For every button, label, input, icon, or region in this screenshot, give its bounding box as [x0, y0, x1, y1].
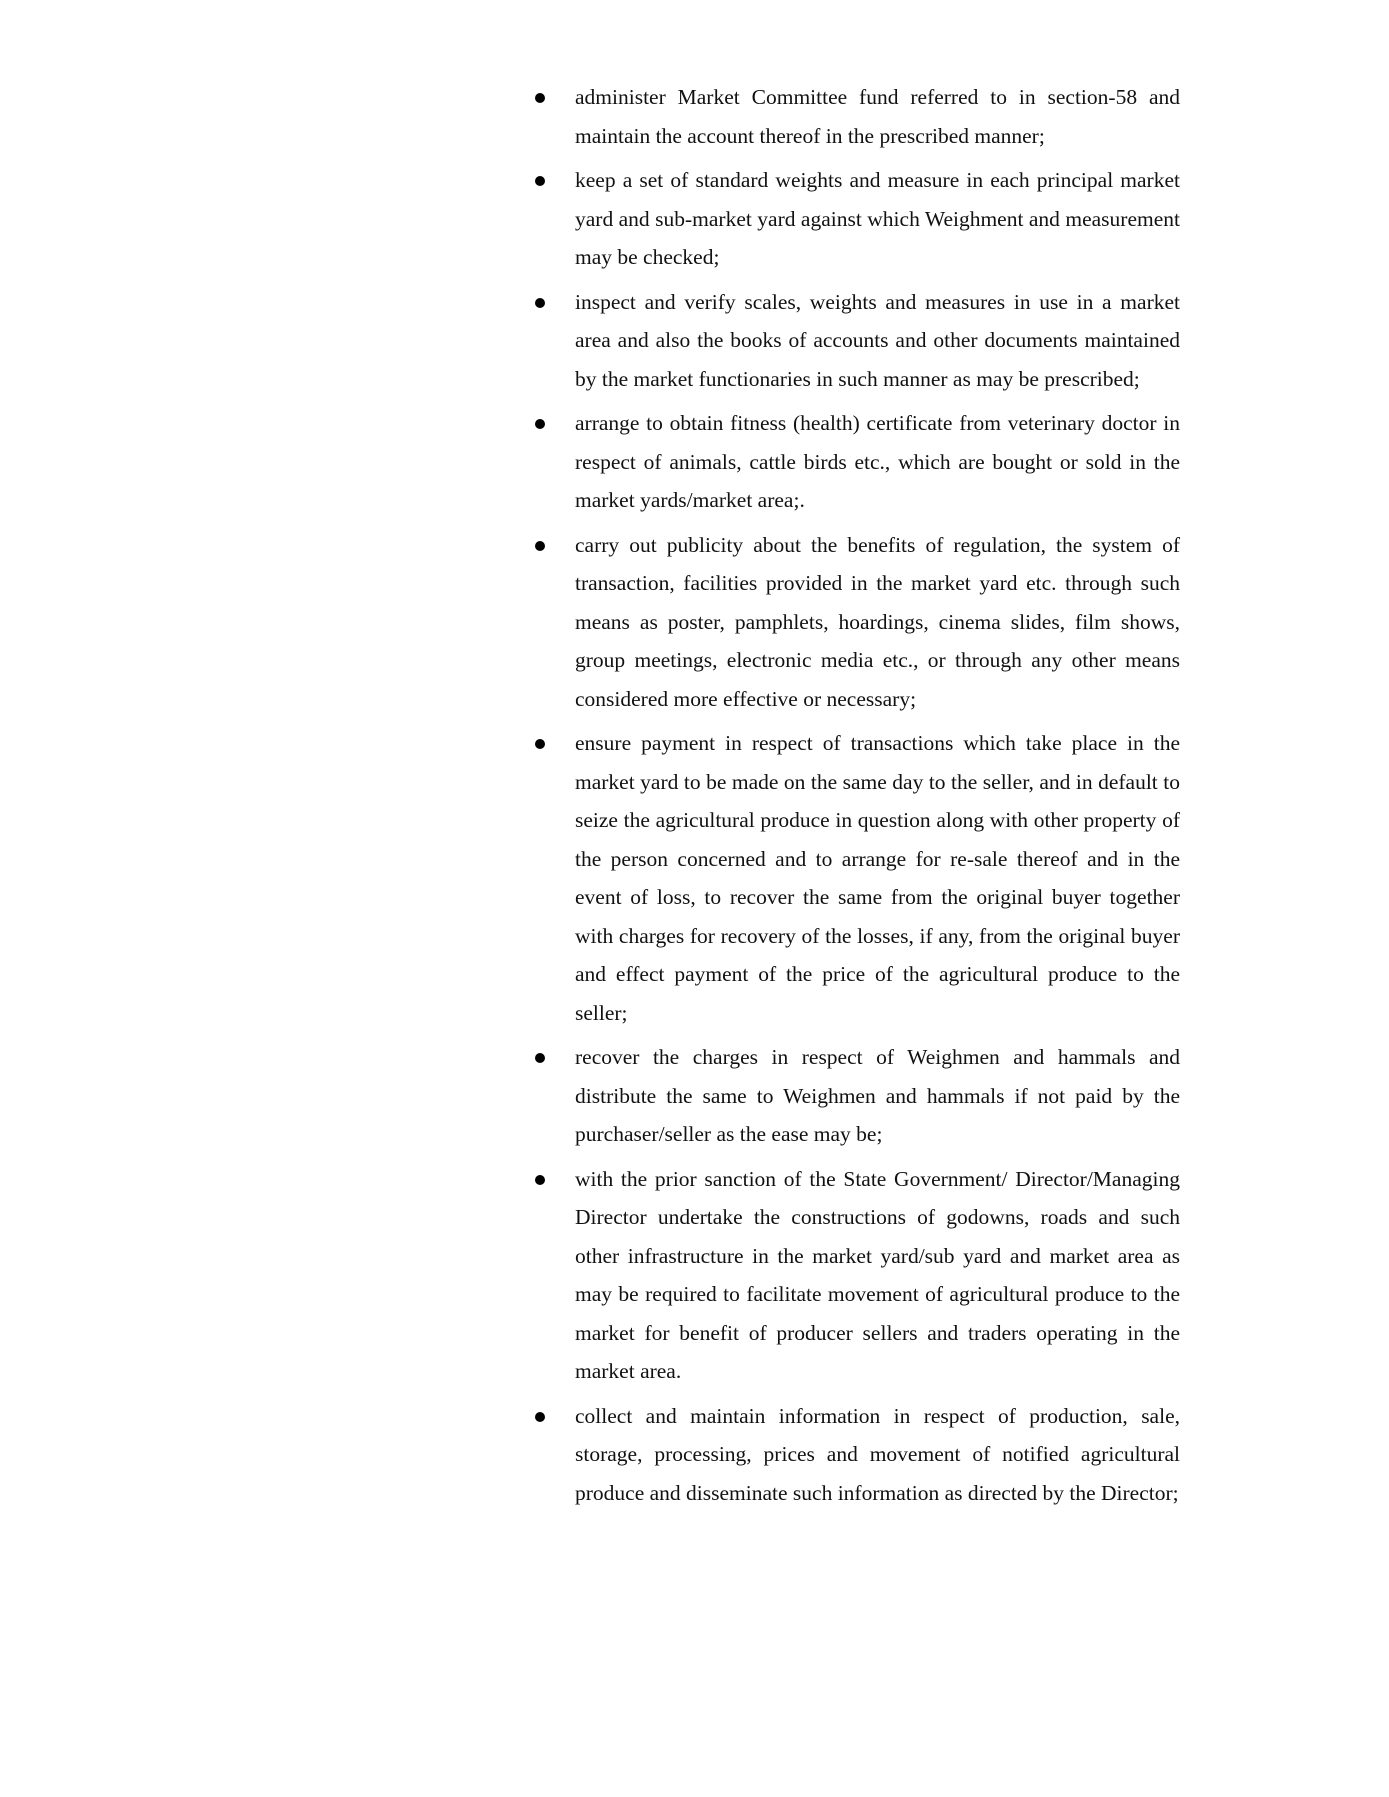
list-item-text: ensure payment in respect of transactions which take place in the market yard to be made on the same day to the seller, and in default to seize the agricultural produce in question along with other property of the person concerned and to arrange for re-sale thereof and in the event of loss, to recover the same from the original buyer together with charges for recovery of the losses, if any, from the original buyer and effect payment of the price of the agricultural produce to the seller;: [575, 731, 1180, 1025]
list-item: [535, 1038, 1180, 1154]
list-item-text: recover the charges in respect of Weighmen and hammals and distribute the same to Weighmen and hammals if not paid by the purchaser/seller as the ease may be;: [575, 1045, 1180, 1146]
list-item-text: arrange to obtain fitness (health) certificate from veterinary doctor in respect of animals, cattle birds etc., which are bought or sold in the market yards/market area;.: [575, 411, 1180, 512]
list-item: [535, 1397, 1180, 1513]
bullet-list: [535, 78, 1180, 1518]
list-item: [535, 283, 1180, 399]
list-item: [535, 161, 1180, 277]
list-item-text: with the prior sanction of the State Government/ Director/Managing Director undertake the constructions of godowns, roads and such other infrastructure in the market yard/sub yard and market area as may be required to facilitate movement of agricultural produce to the market for benefit of producer sellers and traders operating in the market area.: [575, 1166, 1180, 1383]
bullet-icon: [535, 419, 545, 429]
bullet-icon: [535, 1412, 545, 1422]
bullet-icon: [535, 1053, 545, 1063]
list-item: [535, 78, 1180, 155]
list-item-text: keep a set of standard weights and measure in each principal market yard and sub-market yard against which Weighment and measurement may be checked;: [575, 168, 1180, 269]
bullet-icon: [535, 298, 545, 308]
bullet-icon: [535, 739, 545, 749]
list-item-text: administer Market Committee fund referred to in section-58 and maintain the account thereof in the prescribed manner;: [575, 85, 1180, 148]
list-item: [535, 526, 1180, 719]
list-item-text: inspect and verify scales, weights and measures in use in a market area and also the books of accounts and other documents maintained by the market functionaries in such manner as may be prescribed;: [575, 289, 1180, 391]
list-item: [535, 724, 1180, 1032]
list-item: [535, 1160, 1180, 1391]
bullet-icon: [535, 93, 545, 103]
bullet-icon: [535, 541, 545, 551]
list-item-text: collect and maintain information in respect of production, sale, storage, processing, prices and movement of notified agricultural produce and disseminate such information as directed by the Director;: [575, 1403, 1180, 1505]
bullet-icon: [535, 176, 545, 186]
list-item-text: carry out publicity about the benefits of regulation, the system of transaction, facilities provided in the market yard etc. through such means as poster, pamphlets, hoardings, cinema slides, film shows, group meetings, electronic media etc., or through any other means considered more effective or necessary;: [575, 532, 1180, 711]
list-item: [535, 404, 1180, 520]
bullet-icon: [535, 1175, 545, 1185]
